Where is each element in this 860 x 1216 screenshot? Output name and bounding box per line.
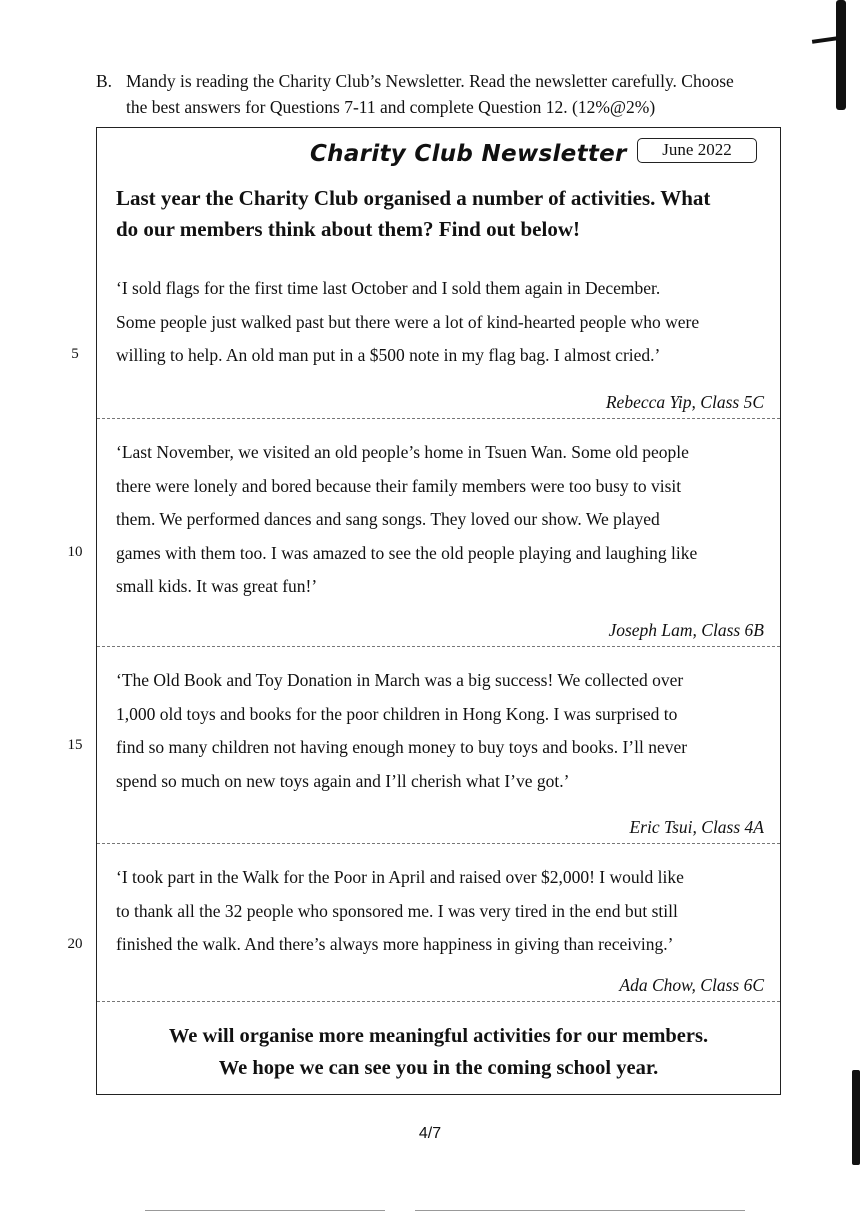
scan-artifact-right — [852, 1070, 860, 1165]
newsletter-date-badge: June 2022 — [637, 138, 757, 163]
line-number-10: 10 — [67, 544, 83, 560]
entry-2-author: Joseph Lam, Class 6B — [608, 620, 764, 640]
entry-2-line-2: there were lonely and bored because their family members were too busy to visit — [116, 475, 682, 496]
entry-2-line-4: games with them too. I was amazed to see the old people playing and laughing like — [116, 542, 698, 563]
line-number-15: 15 — [67, 737, 83, 753]
instructions-line-1: Mandy is reading the Charity Club’s Newsletter. Read the newsletter carefully. Choose — [126, 71, 734, 91]
entry-1-line-1: ‘I sold flags for the first time last October and I sold them again in December. — [116, 278, 661, 298]
line-number-20: 20 — [67, 936, 83, 952]
page-number: 4/7 — [418, 1125, 442, 1142]
closing-message — [97, 1020, 780, 1084]
entry-2-line-3: them. We performed dances and sang songs. They loved our show. We played — [116, 509, 660, 529]
entry-1-line-2: Some people just walked past but there were a lot of kind-hearted people who were — [116, 311, 700, 332]
newsletter-intro — [116, 183, 766, 245]
entry-3-line-3: find so many children not having enough money to buy toys and books. I’ll never — [116, 737, 688, 757]
entry-1-author: Rebecca Yip, Class 5C — [605, 392, 764, 412]
section-label: B. — [96, 71, 113, 91]
divider — [97, 843, 780, 844]
entry-2-quote — [116, 436, 764, 604]
intro-line-2: do our members think about them? Find out below! — [116, 217, 580, 241]
intro-line-1: Last year the Charity Club organised a number of activities. What — [116, 186, 711, 210]
entry-4-quote — [116, 861, 764, 962]
entry-4-line-1: ‘I took part in the Walk for the Poor in April and raised over $2,000! I would like — [116, 867, 684, 887]
entry-3-line-2: 1,000 old toys and books for the poor children in Hong Kong. I was surprised to — [116, 703, 678, 724]
footer-rule-left — [145, 1210, 385, 1211]
entry-4-author: Ada Chow, Class 6C — [619, 975, 764, 995]
entry-4-line-3: finished the walk. And there’s always more happiness in giving than receiving.’ — [116, 934, 674, 954]
entry-3-line-4: spend so much on new toys again and I’ll cherish what I’ve got.’ — [116, 770, 570, 791]
entry-3-quote — [116, 664, 764, 798]
divider — [97, 1001, 780, 1002]
closing-line-2: We hope we can see you in the coming school year. — [218, 1057, 659, 1079]
newsletter-title: Charity Club Newsletter — [310, 141, 627, 167]
entry-3-author: Eric Tsui, Class 4A — [629, 817, 764, 837]
entry-4-line-2: to thank all the 32 people who sponsored me. I was very tired in the end but still — [116, 900, 678, 921]
divider — [97, 418, 780, 419]
closing-line-1: We will organise more meaningful activities for our members. — [168, 1025, 709, 1047]
footer-rule-right — [415, 1210, 745, 1211]
instructions-line-2: the best answers for Questions 7-11 and complete Question 12. (12%@2%) — [126, 97, 656, 117]
entry-1-line-3: willing to help. An old man put in a $500 note in my flag bag. I almost cried.’ — [116, 345, 661, 365]
scan-artifact-top — [836, 0, 846, 110]
entry-3-line-1: ‘The Old Book and Toy Donation in March was a big success! We collected over — [116, 670, 684, 690]
scan-artifact-top-stroke — [812, 36, 838, 44]
instructions — [96, 68, 816, 120]
entry-1-quote — [116, 272, 764, 373]
divider — [97, 646, 780, 647]
line-number-5: 5 — [71, 346, 79, 362]
entry-2-line-5: small kids. It was great fun!’ — [116, 576, 318, 596]
entry-2-line-1: ‘Last November, we visited an old people’s home in Tsuen Wan. Some old people — [116, 442, 689, 462]
